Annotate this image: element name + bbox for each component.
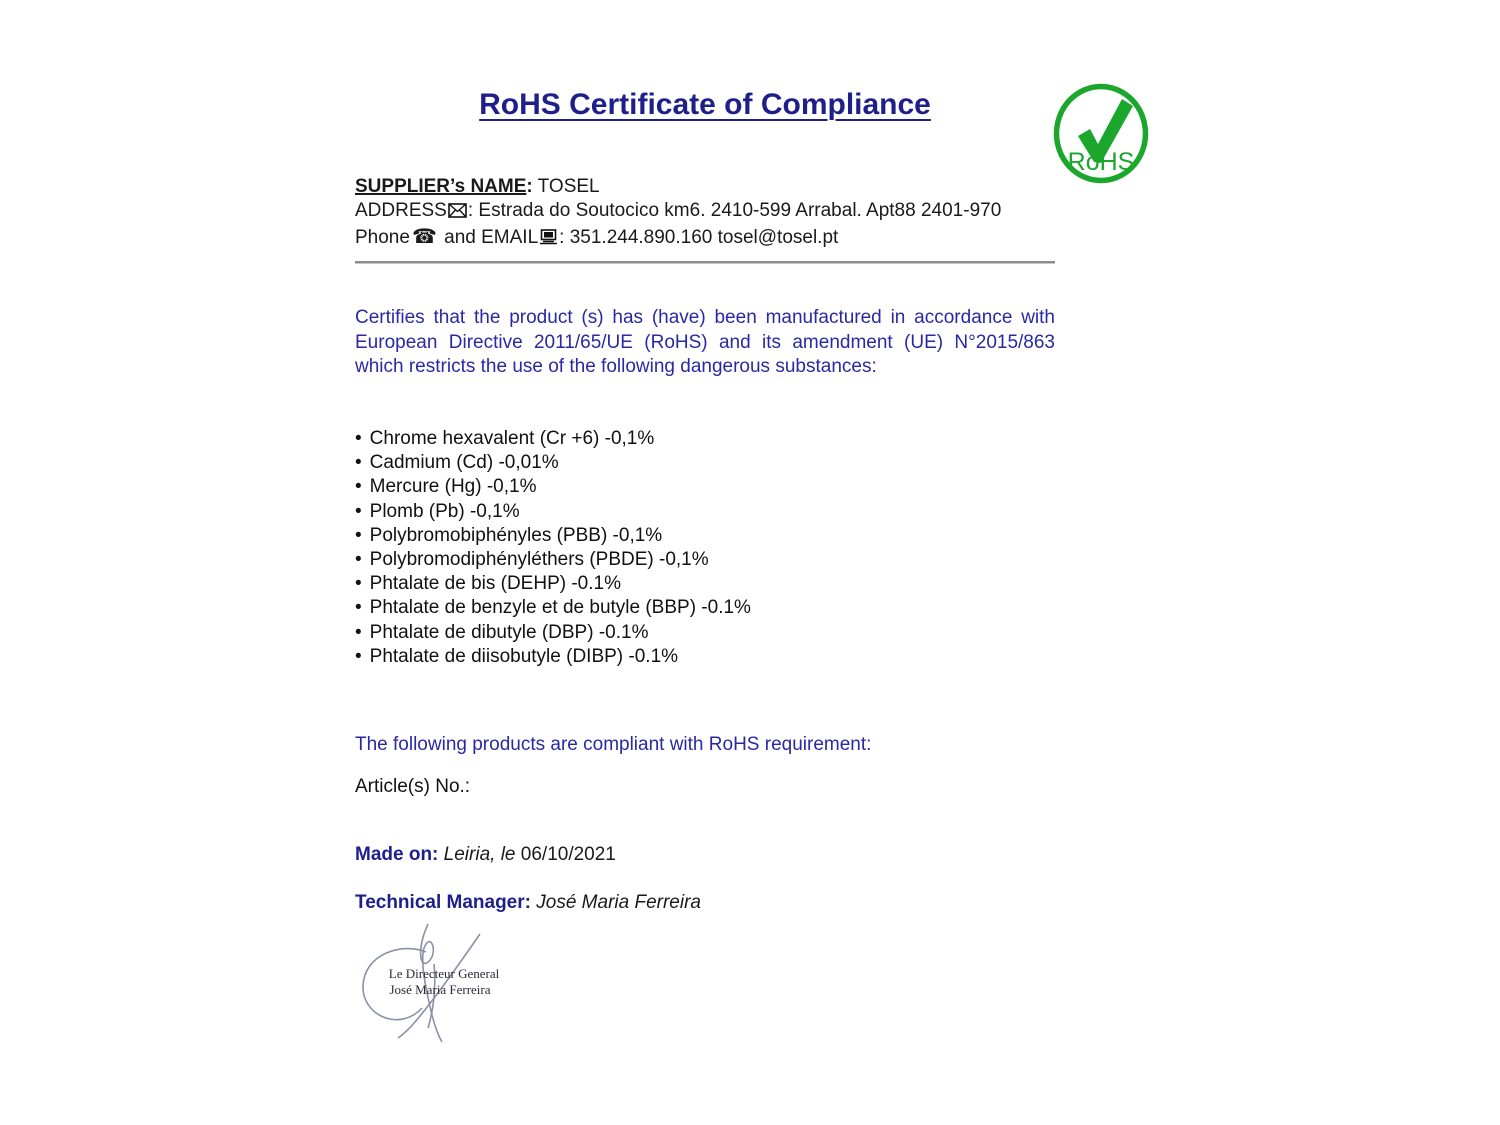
manager-label: Technical Manager: — [355, 892, 531, 913]
substance-text: Polybromodiphényléthers (PBDE) -0,1% — [369, 549, 709, 571]
technical-manager-line — [355, 892, 1055, 914]
signature-graphic — [350, 920, 510, 1050]
substance-text: Phtalate de benzyle et de butyle (BBP) -0.1% — [369, 597, 751, 619]
rohs-logo-graphic — [1052, 82, 1150, 185]
rohs-logo — [1052, 82, 1150, 185]
compliance-statement: The following products are compliant with RoHS requirement: — [355, 734, 872, 755]
and-email-label: and EMAIL — [438, 227, 539, 248]
substance-text: Chrome hexavalent (Cr +6) -0,1% — [369, 428, 655, 449]
made-on-date: 06/10/2021 — [515, 844, 616, 865]
substance-text: Plomb (Pb) -0,1% — [369, 500, 520, 522]
substance-text: Cadmium (Cd) -0,01% — [369, 452, 559, 474]
supplier-name-value: TOSEL — [532, 176, 600, 197]
envelope-icon — [448, 201, 467, 225]
made-on-place: Leiria, le — [438, 844, 516, 865]
manager-name: José Maria Ferreira — [530, 892, 701, 913]
title-wrap — [355, 88, 1055, 122]
contact-value: : 351.244.890.160 tosel@tosel.pt — [559, 227, 839, 248]
computer-icon — [539, 228, 558, 252]
list-item — [355, 524, 1055, 548]
phone-icon: ☎ — [411, 226, 437, 248]
substance-text: Polybromobiphényles (PBB) -0,1% — [369, 524, 663, 546]
logo-text: RoHS — [1067, 148, 1135, 176]
list-item — [355, 621, 1055, 645]
articles-label: Article(s) No.: — [355, 776, 471, 797]
list-item — [355, 572, 1055, 596]
substance-text: Phtalate de dibutyle (DBP) -0.1% — [369, 621, 649, 643]
signature-name: José Maria Ferreira — [389, 982, 491, 997]
divider-rule — [355, 261, 1055, 264]
substance-text: Phtalate de bis (DEHP) -0.1% — [369, 573, 621, 595]
made-on-label: Made on: — [355, 844, 439, 865]
list-item — [355, 645, 1055, 669]
substances-list — [355, 427, 1055, 669]
supplier-block — [355, 175, 1055, 252]
substance-text: Mercure (Hg) -0,1% — [369, 476, 537, 498]
supplier-name-label: SUPPLIER’s NAME — [355, 176, 527, 197]
supplier-address-line — [355, 199, 1055, 225]
signature-title: Le Directeur General — [388, 966, 500, 981]
address-label: ADDRESS — [355, 200, 447, 221]
made-on-line — [355, 844, 1055, 866]
supplier-name-colon: : — [526, 176, 533, 197]
signature-stamp — [350, 920, 510, 1050]
supplier-contact-line — [355, 225, 1055, 252]
list-item — [355, 451, 1055, 475]
page-title: RoHS Certificate of Compliance — [479, 88, 931, 121]
substance-text: Phtalate de diisobutyle (DIBP) -0.1% — [369, 645, 679, 667]
list-item — [355, 548, 1055, 572]
address-value: : Estrada do Soutocico km6. 2410-599 Arrabal. Apt88 2401-970 — [467, 200, 1002, 221]
certification-paragraph: Certifies that the product (s) has (have) been manufactured in accordance with European Directive 2011/65/UE (RoHS) and its amendment (UE) N°2015/863 which restricts the use of the following dangerous substances: — [355, 307, 1055, 377]
list-item — [355, 500, 1055, 524]
phone-label: Phone — [355, 227, 410, 248]
list-item — [355, 596, 1055, 620]
list-item — [355, 475, 1055, 499]
list-item — [355, 427, 1055, 451]
supplier-name-line — [355, 175, 1055, 199]
